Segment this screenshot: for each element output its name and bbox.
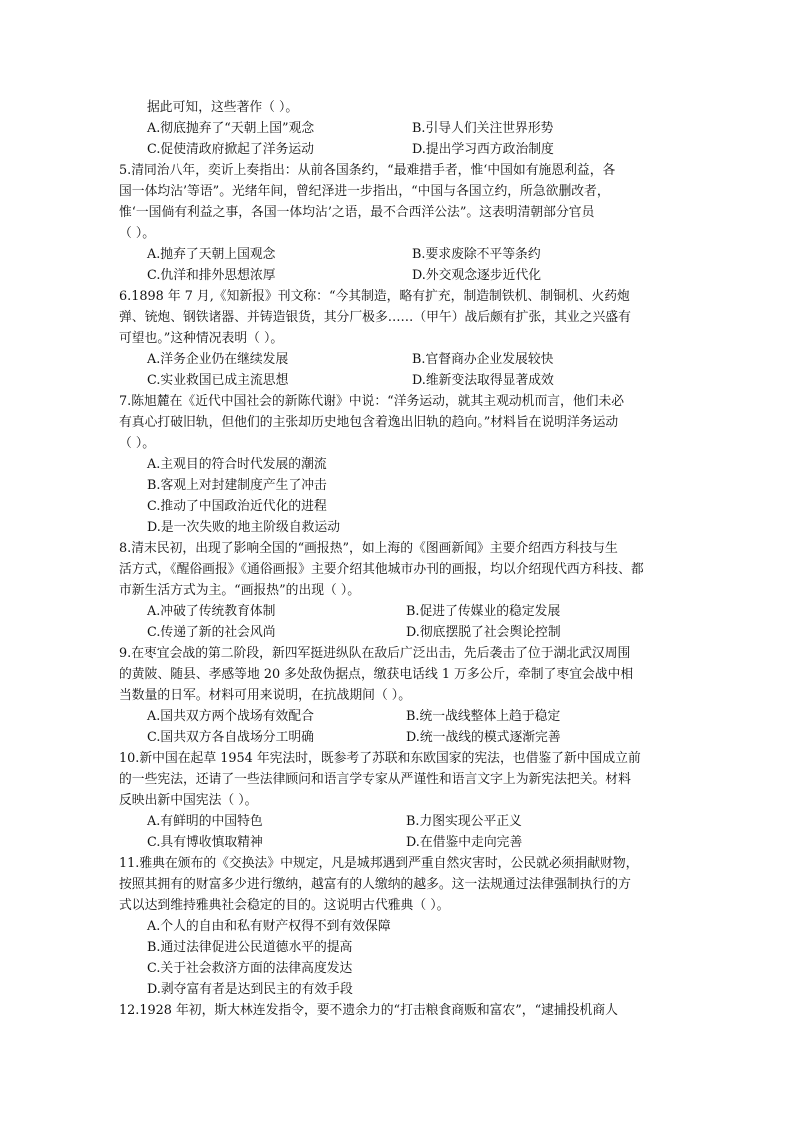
q4-option-a: A.彻底抛弃了“天朝上国”观念 xyxy=(147,121,315,136)
q7-option-a: A.主观目的符合时代发展的潮流 xyxy=(147,457,327,472)
q11-option-c: C.关于社会救济方面的法律高度发达 xyxy=(147,961,353,976)
q5-option-b: B.要求废除不平等条约 xyxy=(412,247,541,262)
q9-option-c: C.国共双方各自战场分工明确 xyxy=(147,730,314,745)
q9-option-b: B.统一战线整体上趋于稳定 xyxy=(406,709,561,724)
q5-option-c: C.仇洋和排外思想浓厚 xyxy=(147,268,276,283)
q11-option-a: A.个人的自由和私有财产权得不到有效保障 xyxy=(147,919,391,934)
q11-option-b: B.通过法律促进公民道德水平的提高 xyxy=(147,940,353,955)
q8-option-c: C.传递了新的社会风尚 xyxy=(147,625,276,640)
q10-stem-line: 的一些宪法，还请了一些法律顾问和语言学专家从严谨性和语言文字上为新宪法把关。材料 xyxy=(119,772,631,787)
q5-stem-line: 惟‘一国倘有利益之事，各国一体均沾’之语，最不合西洋公法”。这表明清朝部分官员 xyxy=(119,205,595,220)
q5-stem-line: （ ）。 xyxy=(119,226,156,241)
q10-option-d: D.在借鉴中走向完善 xyxy=(406,835,523,850)
q4-option-d: D.提出学习西方政治制度 xyxy=(412,142,554,157)
q5-stem-line: 国一体均沾’等语”。光绪年间，曾纪泽进一步指出，“中国与各国立约，所急欲删改者， xyxy=(119,184,610,199)
q7-option-d: D.是一次失败的地主阶级自救运动 xyxy=(147,520,341,535)
q9-stem-line: 当数量的日军。材料可用来说明，在抗战期间（ ）。 xyxy=(119,688,411,703)
q11-stem-line: 11.雅典在颁布的《交换法》中规定，凡是城邦遇到严重自然灾害时，公民就必须捐献财物， xyxy=(119,856,639,871)
q6-option-a: A.洋务企业仍在继续发展 xyxy=(147,352,289,367)
q5-option-a: A.抛弃了天朝上国观念 xyxy=(147,247,276,262)
q10-option-c: C.具有博收慎取精神 xyxy=(147,835,263,850)
q6-stem-line: 可望也。”这种情况表明（ ）。 xyxy=(119,331,284,346)
q10-option-a: A.有鲜明的中国特色 xyxy=(147,814,263,829)
q7-stem-line: 7.陈旭麓在《近代中国社会的新陈代谢》中说：“洋务运动，就其主观动机而言，他们未必 xyxy=(119,394,625,409)
q9-option-a: A.国共双方两个战场有效配合 xyxy=(147,709,314,724)
q8-stem-line: 8.清末民初，出现了影响全国的“画报热”，如上海的《图画新闻》主要介绍西方科技与生 xyxy=(119,541,618,556)
q8-option-d: D.彻底摆脱了社会舆论控制 xyxy=(406,625,561,640)
q8-option-b: B.促进了传媒业的稳定发展 xyxy=(406,604,561,619)
q8-stem-line: 活方式，《醒俗画报》《通俗画报》主要介绍其他城市办刊的画报，均以介绍现代西方科技、都 xyxy=(119,562,644,577)
q8-stem-line: 市新生活方式为主。“画报热”的出现（ ）。 xyxy=(119,583,361,598)
q6-stem-line: 6.1898 年 7 月,《知新报》刊文称：“今其制造，略有扩充，制造制铁机、制铜机、火药炮 xyxy=(119,289,630,304)
q4-stem-line: 据此可知，这些著作（ ）。 xyxy=(147,100,299,115)
q11-stem-line: 按照其拥有的财富多少进行缴纳，越富有的人缴纳的越多。这一法规通过法律强制执行的方 xyxy=(119,877,631,892)
q11-stem-line: 式以达到维持雅典社会稳定的目的。这说明古代雅典（ ）。 xyxy=(119,898,450,913)
q7-stem-line: 有真心打破旧轨，但他们的主张却历史地包含着逸出旧轨的趋向。”材料旨在说明洋务运动 xyxy=(119,415,619,430)
q4-option-c: C.促使清政府掀起了洋务运动 xyxy=(147,142,314,157)
q12-stem-line: 12.1928 年初，斯大林连发指令，要不遗余力的“打击粮食商贩和富农”，“逮捕投机商人 xyxy=(119,1003,618,1018)
q10-stem-line: 反映出新中国宪法（ ）。 xyxy=(119,793,258,808)
q5-option-d: D.外交观念逐步近代化 xyxy=(412,268,542,283)
q10-stem-line: 10.新中国在起草 1954 年宪法时，既参考了苏联和东欧国家的宪法，也借鉴了新中国成立前 xyxy=(119,751,641,766)
q6-stem-line: 弹、铳炮、钢铁诸器、并铸造银货，其分厂极多……（甲午）战后颇有扩张，其业之兴盛有 xyxy=(119,310,631,325)
q5-stem-line: 5.清同治八年，奕䜣上奏指出：从前各国条约，“最难措手者，惟‘中国如有施恩利益，各 xyxy=(119,163,616,178)
q6-option-b: B.官督商办企业发展较快 xyxy=(412,352,554,367)
q9-stem-line: 9.在枣宜会战的第二阶段，新四军挺进纵队在敌后广泛出击，先后袭击了位于湖北武汉周围 xyxy=(119,646,631,661)
q7-stem-line: （ ）。 xyxy=(119,436,156,451)
q6-option-d: D.维新变法取得显著成效 xyxy=(412,373,554,388)
q7-option-b: B.客观上对封建制度产生了冲击 xyxy=(147,478,327,493)
q9-option-d: D.统一战线的模式逐渐完善 xyxy=(406,730,561,745)
q11-option-d: D.剥夺富有者是达到民主的有效手段 xyxy=(147,982,353,997)
q8-option-a: A.冲破了传统教育体制 xyxy=(147,604,276,619)
q9-stem-line: 的黄陂、随县、孝感等地 20 多处敌伪据点，缴获电话线 1 万多公斤，牵制了枣宜会战中相 xyxy=(119,667,634,682)
q7-option-c: C.推动了中国政治近代化的进程 xyxy=(147,499,327,514)
q4-option-b: B.引导人们关注世界形势 xyxy=(412,121,554,136)
q10-option-b: B.力图实现公平正义 xyxy=(406,814,522,829)
q6-option-c: C.实业救国已成主流思想 xyxy=(147,373,289,388)
